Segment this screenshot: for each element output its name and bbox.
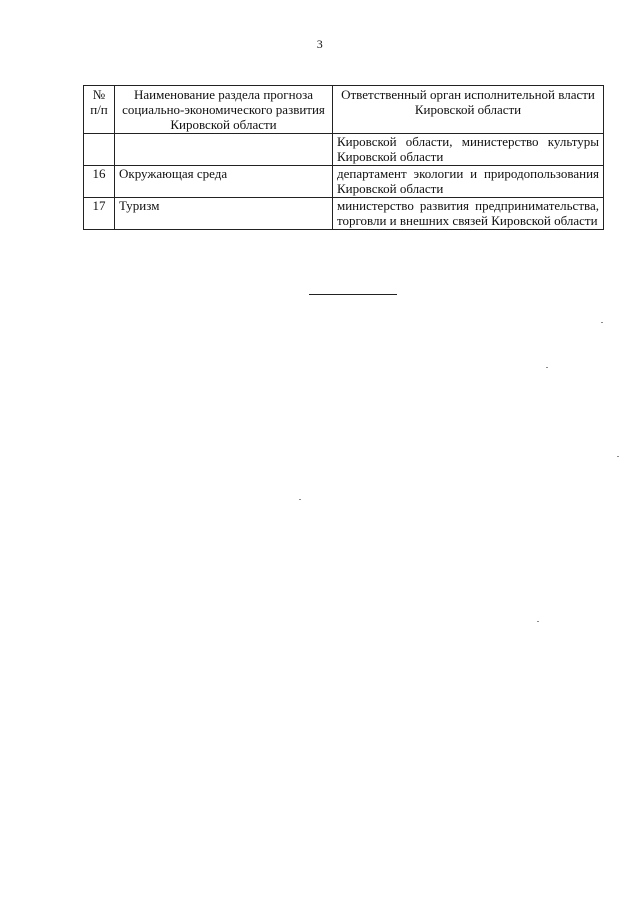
row-section: Туризм <box>115 198 333 230</box>
row-num <box>84 134 115 166</box>
row-org: министерство развития предпринимательства, торговли и внешних связей Кировской области <box>333 198 604 230</box>
scan-speck <box>299 499 301 500</box>
scan-speck <box>617 456 619 457</box>
table-row <box>84 134 604 166</box>
row-section: Окружающая среда <box>115 166 333 198</box>
table-row <box>84 166 604 198</box>
row-num: 17 <box>84 198 115 230</box>
responsibility-table <box>83 85 604 230</box>
scan-speck <box>601 322 603 323</box>
header-num: № п/п <box>84 86 115 134</box>
scan-speck <box>546 367 548 368</box>
header-section: Наименование раздела прогноза социально-экономического развития Кировской области <box>115 86 333 134</box>
scan-speck <box>537 621 539 622</box>
row-org: Кировской области, министерство культуры Кировской области <box>333 134 604 166</box>
end-divider-line <box>309 294 397 295</box>
page-number: 3 <box>316 37 324 51</box>
row-org: департамент экологии и природопользования Кировской области <box>333 166 604 198</box>
row-section <box>115 134 333 166</box>
table-row <box>84 198 604 230</box>
table-header-row <box>84 86 604 134</box>
header-org: Ответственный орган исполнительной власти Кировской области <box>333 86 604 134</box>
row-num: 16 <box>84 166 115 198</box>
